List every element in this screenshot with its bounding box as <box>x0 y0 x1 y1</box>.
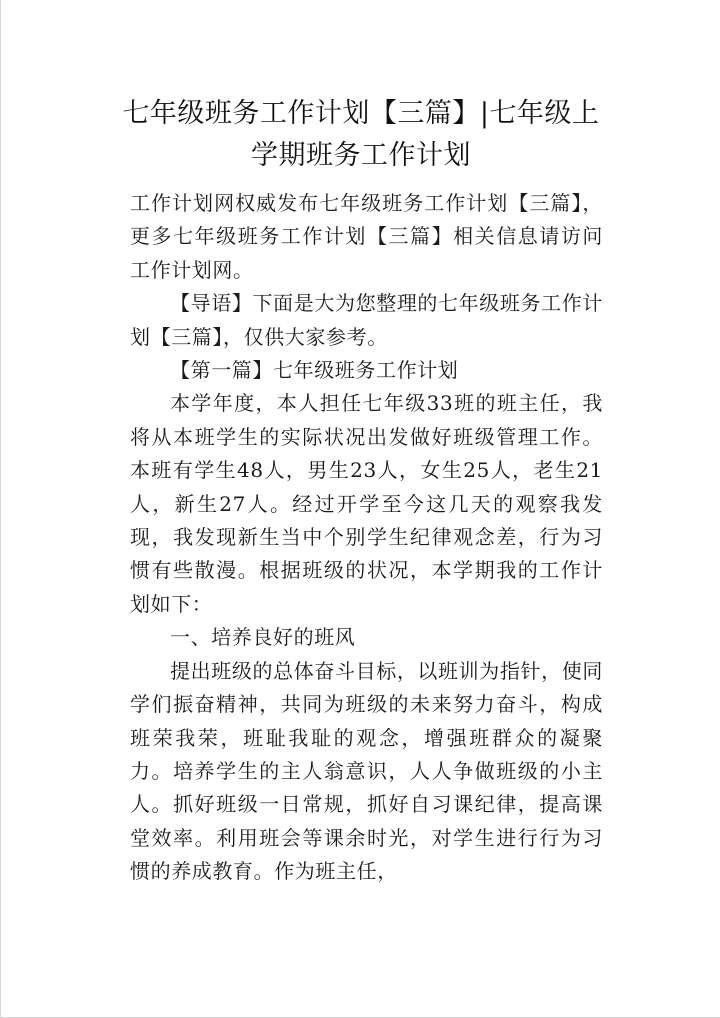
document-title <box>111 93 611 177</box>
paragraph-class-overview: 本学年度，本人担任七年级33班的班主任，我将从本班学生的实际状况出发做好班级管理工作。本班有学生48人，男生23人，女生25人，老生21人，新生27人。经过开学至今这几天的观察我发现，我发现新生当中个别学生纪律观念差，行为习惯有些散漫。根据班级的状况，本学期我的工作计划如下： <box>130 391 603 616</box>
title-line-1: 七年级班务工作计划【三篇】|七年级上 <box>122 98 600 129</box>
paragraph-class-spirit: 提出班级的总体奋斗目标，以班训为指针，使同学们振奋精神，共同为班级的未来努力奋斗，构成班荣我荣，班耻我耻的观念，增强班群众的凝聚力。培养学生的主人翁意识，人人争做班级的小主人。抓好班级一日常规，抓好自习课纪律，提高课堂效率。利用班会等课余时光，对学生进行行为习惯的养成教育。作为班主任， <box>130 658 603 884</box>
subsection-heading: 一、培养良好的班风 <box>170 625 356 650</box>
paragraph-preface: 【导语】下面是大为您整理的七年级班务工作计划【三篇】，仅供大家参考。 <box>130 291 603 349</box>
title-line-2: 学期班务工作计划 <box>251 140 471 171</box>
section-heading: 【第一篇】七年级班务工作计划 <box>170 358 459 383</box>
document-body <box>130 187 603 889</box>
paragraph-intro: 工作计划网权威发布七年级班务工作计划【三篇】，更多七年级班务工作计划【三篇】相关信息请访问工作计划网。 <box>130 191 603 282</box>
